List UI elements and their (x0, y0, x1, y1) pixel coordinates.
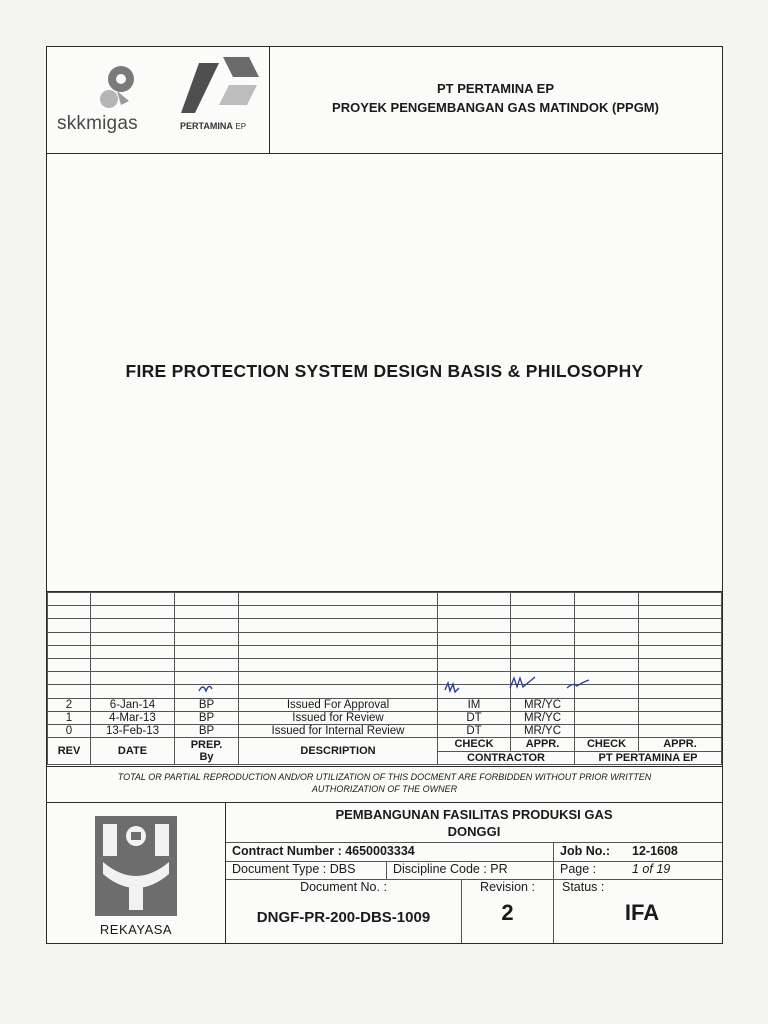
table-row (48, 619, 722, 632)
status-label: Status : (562, 880, 605, 894)
job-number: 12-1608 (632, 844, 678, 858)
revision-table-area (47, 591, 722, 767)
table-row (48, 632, 722, 645)
doc-number-value: DNGF-PR-200-DBS-1009 (256, 909, 431, 926)
logo-cell (47, 47, 270, 153)
contract-row (226, 843, 722, 862)
contractor-logo-cell (47, 803, 226, 943)
reproduction-notice: TOTAL OR PARTIAL REPRODUCTION AND/OR UTILIZATION OF THIS DOCMENT ARE FORBIDDEN WITHOUT PRIOR WRITTEN AUTHORIZATION OF THE OWNER (47, 766, 722, 803)
revision-row-0: 0 13-Feb-13 BP Issued for Internal Review DT MR/YC (48, 724, 722, 737)
rekayasa-logo-text: REKAYASA (99, 922, 173, 937)
revision-header-row (48, 738, 722, 752)
document-title: FIRE PROTECTION SYSTEM DESIGN BASIS & PHILOSOPHY (125, 361, 644, 381)
table-row (48, 606, 722, 619)
document-cover-page (46, 46, 723, 944)
table-row (48, 658, 722, 671)
rev-header: REV (48, 738, 91, 765)
project-name: PROYEK PENGEMBANGAN GAS MATINDOK (PPGM) (332, 100, 659, 115)
revision-row-2: 2 6-Jan-14 BP Issued For Approval IM MR/YC (48, 698, 722, 711)
appr-header: APPR. (511, 738, 575, 752)
check2-header: CHECK (575, 738, 639, 752)
table-row (48, 685, 722, 698)
date-header: DATE (91, 738, 175, 765)
table-row (48, 672, 722, 685)
table-row (48, 645, 722, 658)
revision-value: 2 (501, 900, 514, 925)
company-block (269, 47, 722, 153)
skkmigas-logo-text: skkmigas (57, 113, 138, 134)
owner-header: PT PERTAMINA EP (575, 751, 722, 765)
status-value: IFA (624, 900, 660, 925)
contract-number: Contract Number : 4650003334 (232, 844, 415, 858)
rekayasa-logo-icon (95, 816, 177, 916)
doc-number-row (226, 879, 722, 943)
check-header: CHECK (438, 738, 511, 752)
project-title: PEMBANGUNAN FASILITAS PRODUKSI GAS DONGGI (226, 803, 722, 843)
header-block (47, 47, 722, 154)
prep-header: PREP. By (175, 738, 239, 765)
page-label: Page : (553, 861, 613, 879)
pertamina-logo-icon (179, 55, 261, 117)
company-name: PT PERTAMINA EP (436, 81, 554, 96)
revision-label: Revision : (480, 880, 535, 894)
job-label: Job No.: (553, 843, 613, 861)
document-type: Document Type : DBS (232, 862, 356, 876)
page-number: 1 of 19 (632, 862, 671, 876)
doc-number-label: Document No. : (300, 880, 387, 894)
revision-table (47, 592, 722, 765)
skkmigas-logo-icon (87, 61, 147, 121)
doc-type-row (226, 861, 722, 880)
discipline-code: Discipline Code : PR (386, 861, 553, 879)
title-block (47, 803, 722, 943)
revision-row-1: 1 4-Mar-13 BP Issued for Review DT MR/YC (48, 711, 722, 724)
contractor-header: CONTRACTOR (438, 751, 575, 765)
appr2-header: APPR. (639, 738, 722, 752)
pertamina-logo-text: PERTAMINA EP (180, 121, 247, 131)
description-header: DESCRIPTION (239, 738, 438, 765)
table-row (48, 593, 722, 606)
